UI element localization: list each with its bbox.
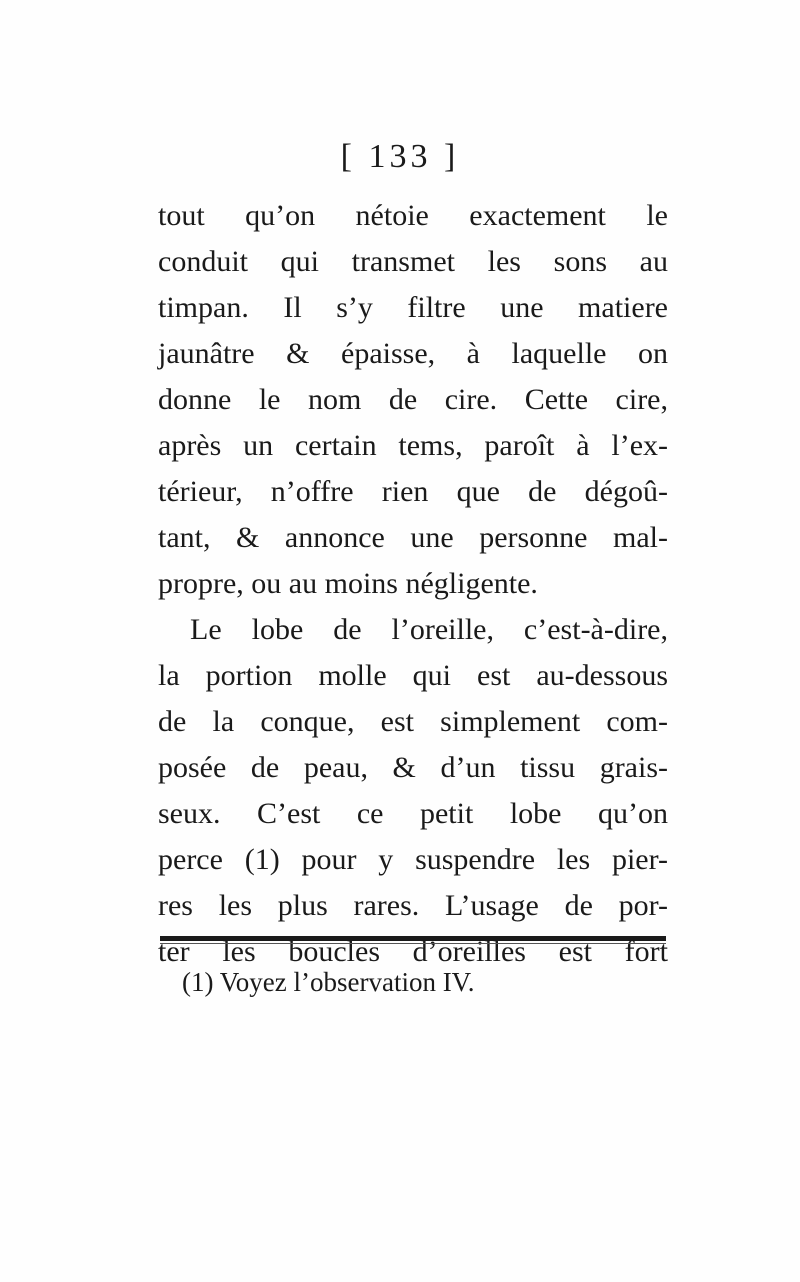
text-line: res les plus rares. L’usage de por-: [158, 889, 668, 922]
text-line: propre, ou au moins négligente.: [158, 567, 538, 600]
text-line: la portion molle qui est au-dessous: [158, 659, 668, 692]
page-number: [ 133 ]: [340, 138, 460, 175]
text-line: seux. C’est ce petit lobe qu’on: [158, 797, 668, 830]
body-text: [158, 193, 668, 975]
text-line: timpan. Il s’y filtre une matiere: [158, 291, 668, 324]
text-line: jaunâtre & épaisse, à laquelle on: [158, 337, 668, 370]
text-line: posée de peau, & d’un tissu grais-: [158, 751, 668, 784]
text-line: de la conque, est simplement com-: [158, 705, 668, 738]
text-line: térieur, n’offre rien que de dégoû-: [158, 475, 668, 508]
footnote-rule-thin: [160, 943, 666, 944]
footnote: (1) Voyez l’observation IV.: [182, 967, 475, 997]
text-line: après un certain tems, paroît à l’ex-: [158, 429, 668, 462]
text-line: donne le nom de cire. Cette cire,: [158, 383, 668, 416]
text-line: conduit qui transmet les sons au: [158, 245, 668, 278]
text-line: ter les boucles d’oreilles est fort: [158, 935, 668, 968]
text-line: tout qu’on nétoie exactement le: [158, 199, 668, 232]
footnote-rule: [160, 936, 666, 941]
text-line: Le lobe de l’oreille, c’est-à-dire,: [190, 613, 668, 646]
text-line: tant, & annonce une personne mal-: [158, 521, 668, 554]
text-line: perce (1) pour y suspendre les pier-: [158, 843, 668, 876]
